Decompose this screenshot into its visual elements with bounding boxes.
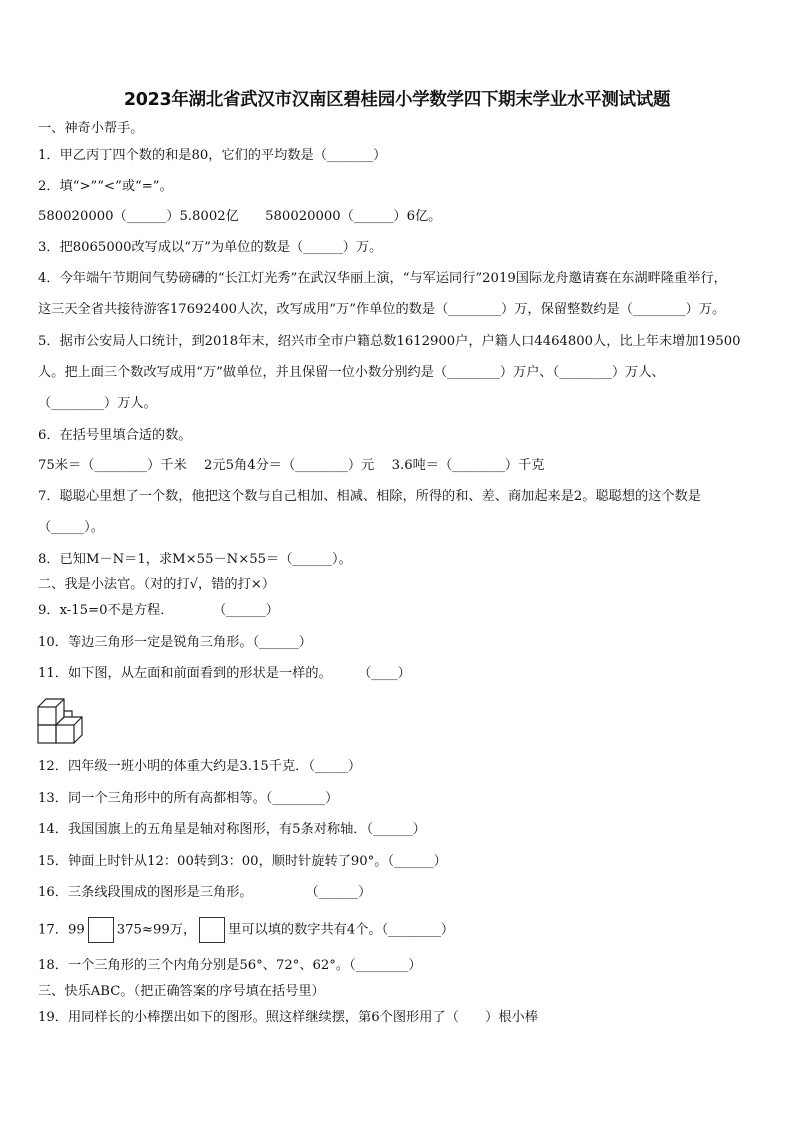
question-15: 15．钟面上时针从12：00转到3：00，顺时针旋转了90°。（______）: [38, 854, 447, 869]
question-10: 10．等边三角形一定是锐角三角形。（______）: [38, 635, 312, 650]
question-5-line2: 人。把上面三个数改写成用“万”做单位，并且保留一位小数分别约是（________）万户、（________）万人、: [38, 365, 665, 380]
question-18: 18．一个三角形的三个内角分别是56°、72°、62°。（________）: [38, 958, 422, 973]
section-3-heading: 三、快乐ABC。（把正确答案的序号填在括号里）: [38, 984, 325, 999]
section-2-heading: 二、我是小法官。（对的打√，错的打×）: [38, 577, 276, 592]
question-17-prefix: 17．99: [38, 922, 85, 938]
cube-stack-figure: [37, 693, 89, 745]
answer-box: [199, 917, 225, 943]
question-13: 13．同一个三角形中的所有高都相等。（________）: [38, 791, 339, 806]
question-7-line2: （_____）。: [38, 520, 104, 535]
question-5-line1: 5．据市公安局人口统计，到2018年末，绍兴市全市户籍总数1612900户，户籍人口4464800人，比上年末增加19500: [38, 334, 741, 349]
question-9: 9．x-15=0不是方程． （______）: [38, 603, 279, 618]
question-12: 12．四年级一班小明的体重大约是3.15千克．（_____）: [38, 759, 362, 774]
question-11: 11．如下图，从左面和前面看到的形状是一样的。 （____）: [38, 666, 411, 681]
question-4-line1: 4．今年端午节期间气势磅礴的“长江灯光秀”在武汉华丽上演，“与军运同行”2019国际龙舟邀请赛在东湖畔隆重举行，: [38, 271, 727, 286]
question-16: 16．三条线段围成的图形是三角形。 （______）: [38, 885, 372, 900]
page-title: 2023年湖北省武汉市汉南区碧桂园小学数学四下期末学业水平测试试题: [123, 90, 671, 110]
question-17-middle: 375≈99万，: [116, 922, 197, 938]
question-2: 2．填“>”“<”或“=”。: [38, 179, 173, 194]
question-3: 3．把8065000改写成以“万”为单位的数是（______）万。: [38, 240, 383, 255]
question-19: 19．用同样长的小棒摆出如下的图形。照这样继续摆，第6个图形用了（ ）根小棒: [38, 1010, 538, 1025]
question-6-blanks: 75米＝（________）千米 2元5角4分＝（________）元 3.6吨＝（________）千克: [38, 458, 545, 473]
question-1: 1．甲乙丙丁四个数的和是80，它们的平均数是（_______）: [38, 148, 387, 163]
question-17-suffix: 里可以填的数字共有4个。（________）: [228, 922, 455, 938]
question-14: 14．我国国旗上的五角星是轴对称图形，有5条对称轴．（______）: [38, 822, 426, 837]
question-8: 8．已知M－N＝1，求M×55－N×55＝（______）。: [38, 552, 352, 567]
section-1-heading: 一、神奇小帮手。: [38, 121, 144, 136]
answer-box: [88, 917, 114, 943]
question-17: [38, 917, 778, 943]
question-4-line2: 这三天全省共接待游客17692400人次，改写成用“万”作单位的数是（________）万，保留整数约是（________）万。: [38, 302, 726, 317]
question-2-compare: 580020000（______）5.8002亿 580020000（______）6亿。: [38, 209, 442, 224]
question-7-line1: 7．聪聪心里想了一个数，他把这个数与自己相加、相减、相除，所得的和、差、商加起来是2。聪聪想的这个数是: [38, 489, 701, 504]
question-5-line3: （________）万人。: [38, 396, 157, 411]
question-6: 6．在括号里填合适的数。: [38, 428, 192, 443]
